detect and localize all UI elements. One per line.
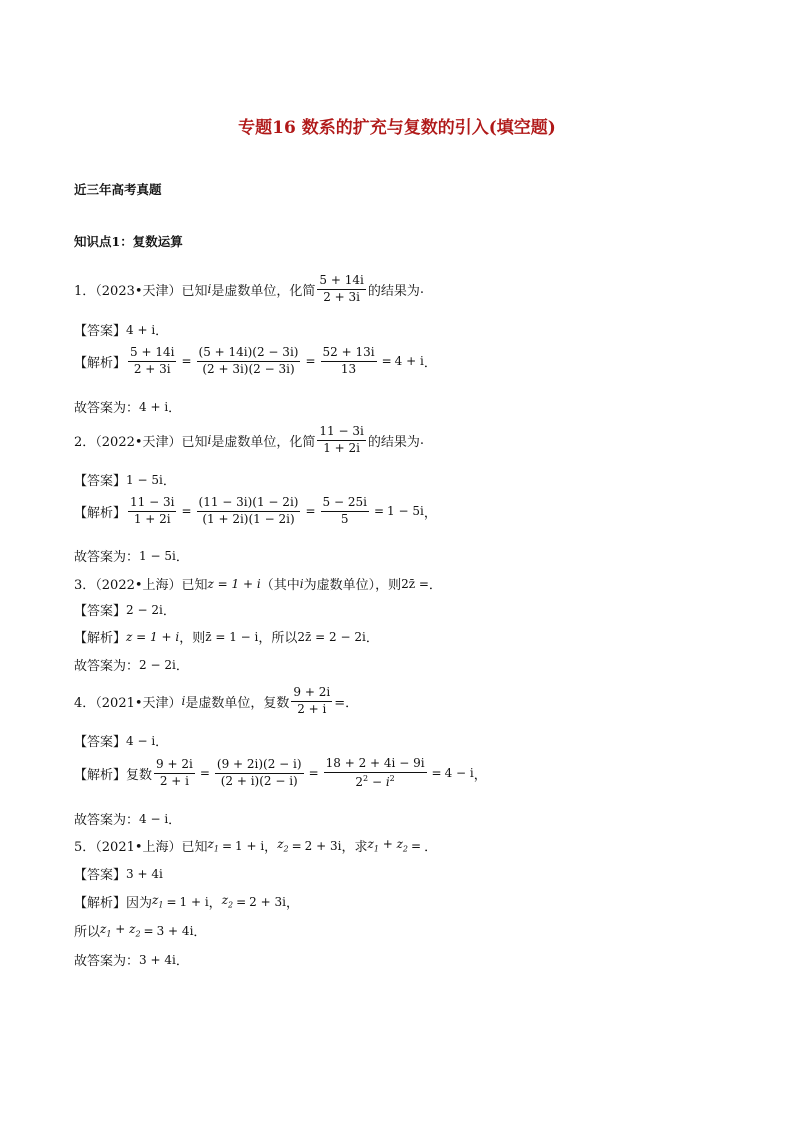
q2-answer-value: 1 − 5i [126,472,163,487]
q4-word: 复数 [126,767,153,783]
q1-step1-den: (2 + 3i)(2 − 3i) [202,361,295,376]
q1-result: 4 + i [394,354,424,369]
q2-step2-den: 5 [340,511,349,526]
q3-prefix: 3．（2022•上海）已知 [74,578,208,593]
q4-an-den: 2 + i [159,773,189,788]
analysis-label: 【解析】 [74,896,127,911]
q1-answer: 【答案】 4 + i ． [74,320,168,339]
q3-a1: z = 1 + i [126,629,180,644]
q3-conclusion: 故答案为： 2 − 2i ． [74,655,189,674]
answer-label: 【答案】 [74,735,127,750]
q2-an-num: 11 − 3i [128,496,176,512]
q5-answer-value: 3 + 4i [126,866,163,881]
q2-final: 1 − 5i [139,548,176,563]
therefore-label: 故答案为： [74,401,140,416]
q1-prefix: 1．（2023•天津）已知 [74,283,208,299]
q5-sum-line: 所以 $z_1 + z_2$ = 3 + 4i ． [74,922,207,940]
q2-step2-num: 5 − 25i [321,496,369,512]
q5-z1: 1 + i [235,838,265,853]
q1-step1-num: (5 + 14i)(2 − 3i) [197,346,301,362]
q2-mid: 是虚数单位，化简 [211,434,316,450]
q1-step2-den: 13 [340,361,357,376]
knowledge-point-heading: 知识点1：复数运算 [74,234,183,249]
q1-frac-den: 2 + 3i [323,289,360,304]
answer-label: 【答案】 [74,604,127,619]
q4-analysis: 【解析】 复数 $\frac{9 + 2i}{2 + i}$ = $\frac{(9 + 2i)(2 - i)}{(2 + i)(2 - i)}$ = $\frac{18 + 2 + 4i - 9i}{2^2 - i^2}$ = 4 − i ， [74,756,487,789]
therefore-label: 故答案为： [74,659,140,674]
q3-paren2: 为虚数单位），则 [303,578,402,593]
q5-question: 5．（2021•上海）已知 $z_1$ = 1 + i ， $z_2$ = 2 + 3i ，求 $z_1 + z_2$ = ． [74,837,438,855]
therefore-label: 故答案为： [74,550,140,565]
analysis-label: 【解析】 [74,355,127,371]
q3-so: ，所以 [258,631,298,646]
q5-ask: ，求 [341,840,368,855]
q3-paren1: （其中 [260,578,300,593]
q3-a2: z̄ = 1 − i [205,629,259,644]
q1-answer-value: 4 + i [126,322,156,337]
section-heading: 近三年高考真题 [74,182,162,197]
answer-label: 【答案】 [74,324,127,339]
q1-suffix: 的结果为 [367,283,420,299]
analysis-label: 【解析】 [74,631,127,646]
therefore-label: 故答案为： [74,954,140,969]
q5-sum: 3 + 4i [156,923,194,938]
q2-conclusion: 故答案为： 1 − 5i ． [74,546,189,565]
q5-z2: 2 + 3i [304,838,342,853]
q4-prefix: 4．（2021•天津） [74,695,182,711]
q4-step1-num: (9 + 2i)(2 − i) [215,758,304,774]
q1-fraction [317,274,365,305]
q2-frac-den: 1 + 2i [323,440,360,455]
q4-step1-den: (2 + i)(2 − i) [220,773,298,788]
answer-label: 【答案】 [74,868,127,883]
q4-frac-num: 9 + 2i [291,686,332,702]
q4-mid: 是虚数单位，复数 [185,695,290,711]
q2-suffix: 的结果为 [367,434,420,450]
q3-then: ，则 [179,631,206,646]
q5-analysis: 【解析】 因为 $z_1$ = 1 + i ， $z_2$ = 2 + 3i ， [74,893,299,911]
q3-final: 2 − 2i [139,657,176,672]
q5-an-z2: 2 + 3i [249,894,286,909]
q5-prefix: 5．（2021•上海）已知 [74,840,208,855]
page-title: 专题16 数系的扩充与复数的引入(填空题) [238,118,556,138]
q4-question: 4．（2021•天津） i 是虚数单位，复数 $\frac{9 + 2i}{2 + i}$ =． [74,685,359,716]
q2-analysis: 【解析】 $\frac{11 - 3i}{1 + 2i}$ = $\frac{(11 - 3i)(1 - 2i)}{(1 + 2i)(1 - 2i)}$ = $\frac{5 - 25i}{5}$ = 1 − 5i ， [74,495,437,526]
q5-so: 所以 [74,925,101,940]
q5-because: 因为 [126,896,153,911]
q2-frac-num: 11 − 3i [317,425,365,441]
q2-step1-den: (1 + 2i)(1 − 2i) [202,511,295,526]
q5-conclusion: 故答案为： 3 + 4i ． [74,950,189,969]
analysis-label: 【解析】 [74,505,127,521]
q4-answer-value: 4 − i [126,733,156,748]
q4-an-num: 9 + 2i [154,758,195,774]
q2-prefix: 2．（2022•天津）已知 [74,434,208,450]
q3-ask: 2z̄ = [401,576,429,591]
q3-question: 3．（2022•上海）已知 z = 1 + i （其中 i 为虚数单位），则 2z̄ = ． [74,574,442,593]
q3-a3: 2z̄ = 2 − 2i [297,629,366,644]
q3-answer: 【答案】 2 − 2i ． [74,600,176,619]
q4-step2-den: $2^2 - i^2$ [355,773,395,789]
q2-result: 1 − 5i [387,504,424,519]
q1-conclusion: 故答案为： 4 + i ． [74,397,181,416]
q4-step2-num: 18 + 2 + 4i − 9i [324,757,427,773]
q3-analysis: 【解析】 z = 1 + i ，则 z̄ = 1 − i ，所以 2z̄ = 2 − 2i ． [74,627,379,646]
q4-answer: 【答案】 4 − i ． [74,731,168,750]
q4-result: 4 − i [444,766,474,781]
q1-analysis: 【解析】 $\frac{5 + 14i}{2 + 3i}$ = $\frac{(5 + 14i)(2 - 3i)}{(2 + 3i)(2 - 3i)}$ = $\frac{52 + 13i}{13}$ = 4 + i ． [74,345,437,376]
answer-label: 【答案】 [74,474,127,489]
analysis-label: 【解析】 [74,767,127,783]
q2-answer: 【答案】 1 − 5i ． [74,470,176,489]
q2-step1-num: (11 − 3i)(1 − 2i) [197,496,301,512]
q1-an-den: 2 + 3i [133,361,171,376]
therefore-label: 故答案为： [74,813,140,828]
q4-frac-den: 2 + i [297,701,327,716]
q1-step2-num: 52 + 13i [321,346,377,362]
q4-conclusion: 故答案为： 4 − i ． [74,809,181,828]
q4-final: 4 − i [139,811,169,826]
q1-question: 1．（2023•天津）已知 i 是虚数单位，化简 $\frac{5 + 14i}{2 + 3i}$ 的结果为 . [74,273,424,304]
q5-final: 3 + 4i [139,952,176,967]
q2-an-den: 1 + 2i [133,511,171,526]
q3-given: z = 1 + i [207,576,261,591]
q2-question: 2．（2022•天津）已知 i 是虚数单位，化简 $\frac{11 - 3i}{1 + 2i}$ 的结果为 . [74,424,424,455]
q1-frac-num: 5 + 14i [317,274,365,290]
q1-an-num: 5 + 14i [128,346,176,362]
q5-answer [74,864,163,883]
q1-mid: 是虚数单位，化简 [211,283,316,299]
q3-answer-value: 2 − 2i [126,602,163,617]
q1-final: 4 + i [139,399,169,414]
q5-an-z1: 1 + i [179,894,209,909]
